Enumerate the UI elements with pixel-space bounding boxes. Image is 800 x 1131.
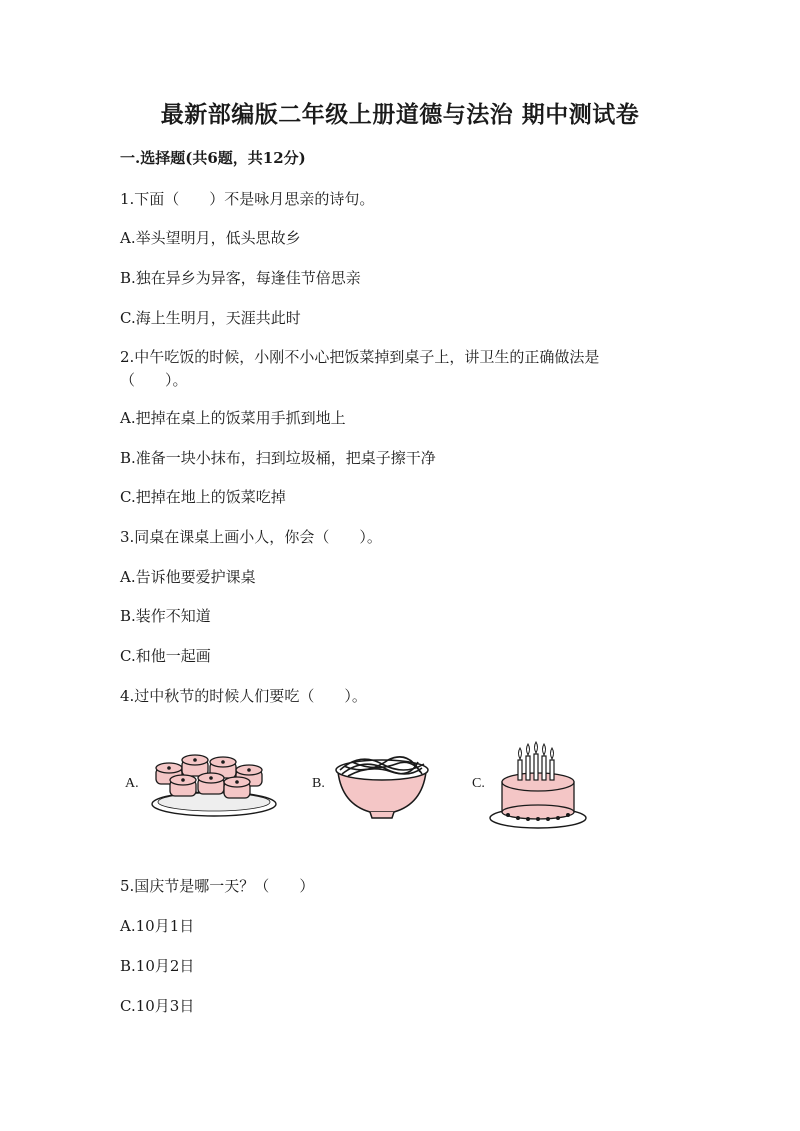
question-1: 1.下面（ ）不是咏月思亲的诗句。 [120,190,375,208]
q3-option-b: B.装作不知道 [120,607,211,625]
question-2-continued: （ ）。 [120,371,188,389]
q3-option-c: C.和他一起画 [120,647,211,665]
q5-option-a: A.10月1日 [120,917,195,935]
q3-option-a: A.告诉他要爱护课桌 [120,568,256,586]
q1-option-a: A.举头望明月，低头思故乡 [120,229,301,247]
q5-option-b: B.10月2日 [120,957,195,975]
q2-option-a: A.把掉在桌上的饭菜用手抓到地上 [120,409,346,427]
q4-image-label-b: B. [312,776,325,791]
noodle-bowl-icon [332,742,432,822]
mooncakes-icon [148,746,278,826]
page-title: 最新部编版二年级上册道德与法治 期中测试卷 [160,101,640,128]
q2-option-b: B.准备一块小抹布，扫到垃圾桶，把桌子擦干净 [120,449,436,467]
q1-option-b: B.独在异乡为异客，每逢佳节倍思亲 [120,269,361,287]
section-heading: 一.选择题(共6题，共12分) [120,149,306,167]
birthday-cake-icon [488,738,588,830]
question-5: 5.国庆节是哪一天？（ ） [120,877,315,895]
q1-option-c: C.海上生明月，天涯共此时 [120,309,301,327]
question-3: 3.同桌在课桌上画小人，你会（ ）。 [120,528,382,546]
q4-image-label-a: A. [125,776,139,791]
question-2: 2.中午吃饭的时候，小刚不小心把饭菜掉到桌子上，讲卫生的正确做法是 [120,348,600,366]
q5-option-c: C.10月3日 [120,997,195,1015]
q4-image-options [120,738,600,838]
question-4: 4.过中秋节的时候人们要吃（ ）。 [120,687,367,705]
q2-option-c: C.把掉在地上的饭菜吃掉 [120,488,286,506]
q4-image-label-c: C. [472,776,485,791]
